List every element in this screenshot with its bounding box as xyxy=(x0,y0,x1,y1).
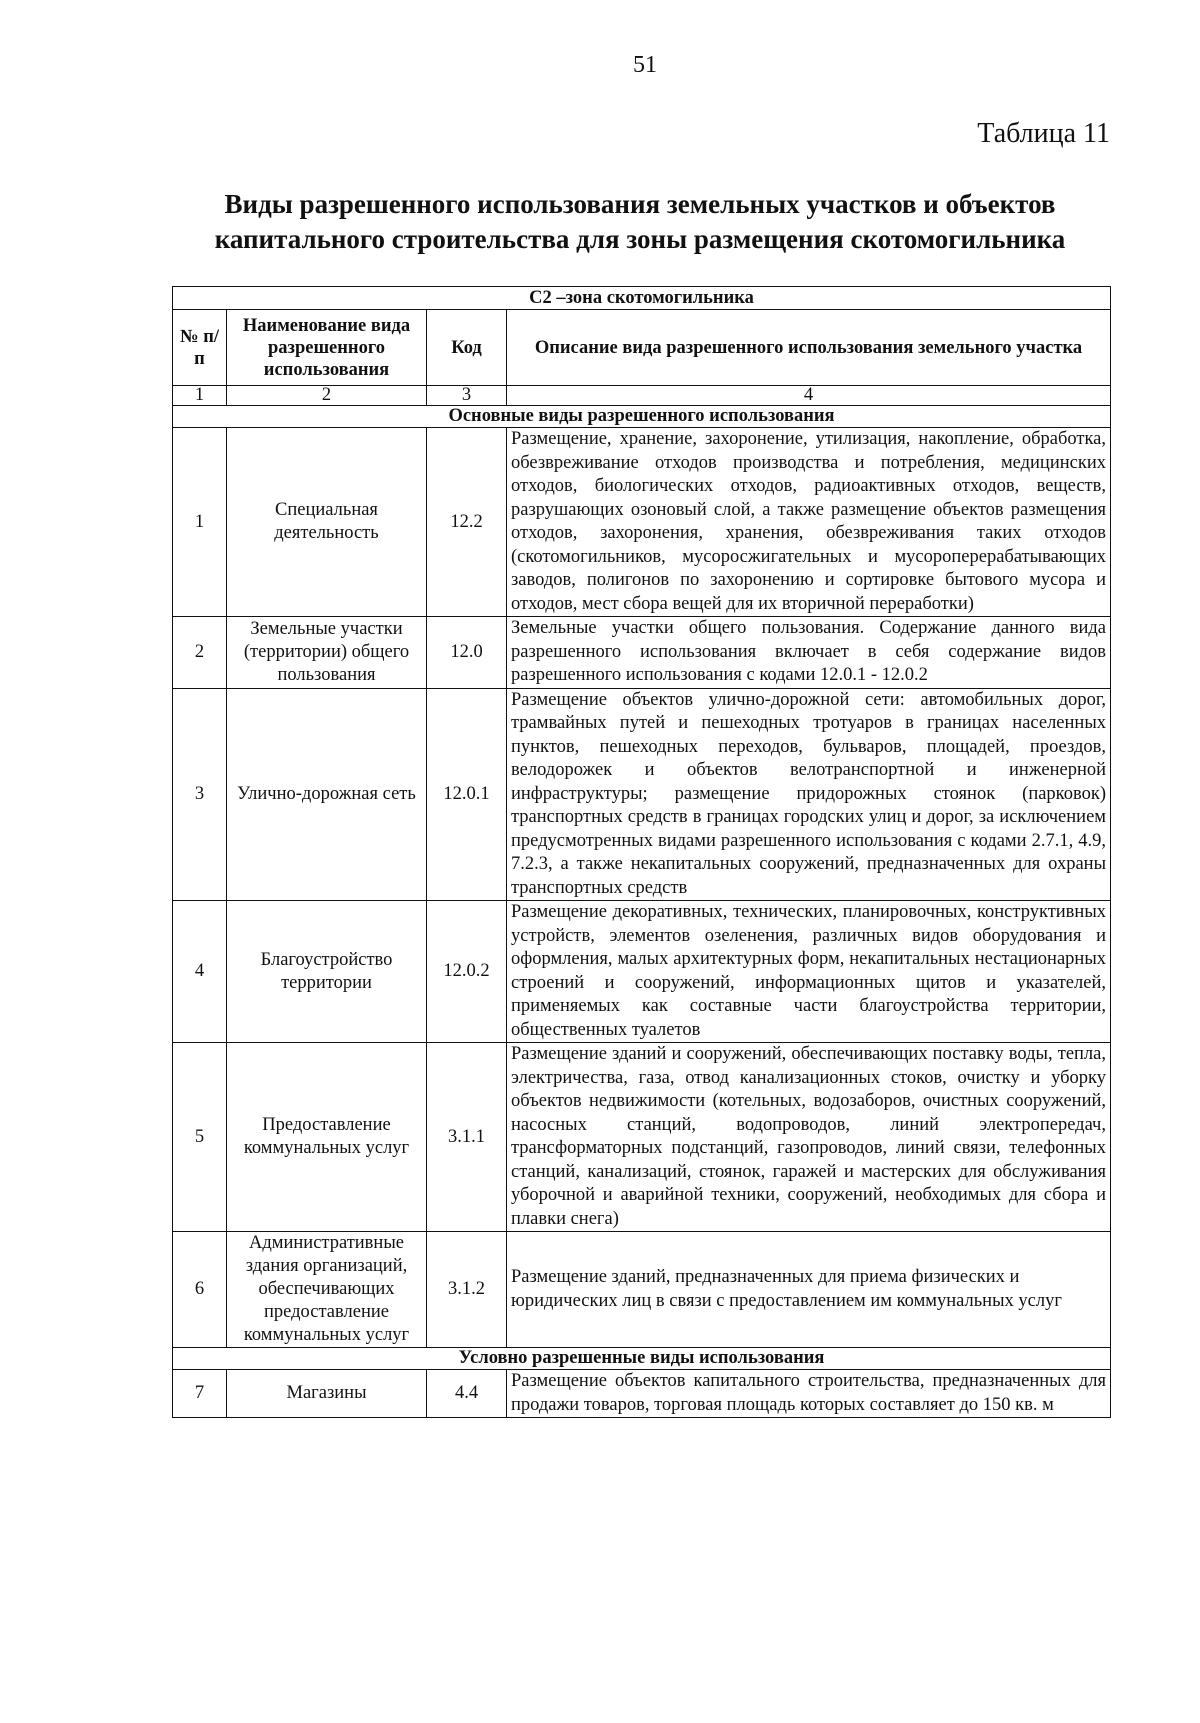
table-row xyxy=(173,1370,1111,1418)
row-desc: Размещение объектов улично-дорожной сети: автомобильных дорог, трамвайных путей и пешеходных тротуаров в границах населенных пунктов, пешеходных переходов, бульваров, площадей, проездов, велодорожек и объектов велотранспортной и инженерной инфраструктуры; размещение придорожных стоянок (парковок) транспортных средств в границах городских улиц и дорог, за исключением предусмотренных видами разрешенного использования с кодами 2.7.1, 4.9, 7.2.3, а также некапитальных сооружений, предназначенных для охраны транспортных средств xyxy=(507,688,1111,901)
row-name: Благоустройство территории xyxy=(227,901,427,1043)
row-desc: Размещение зданий, предназначенных для приема физических и юридических лиц в связи с предоставлением им коммунальных услуг xyxy=(507,1232,1111,1348)
table-row xyxy=(173,901,1111,1043)
row-name: Улично-дорожная сеть xyxy=(227,688,427,901)
table-row xyxy=(173,1043,1111,1232)
page-title xyxy=(160,187,1120,257)
row-num: 3 xyxy=(173,688,227,901)
row-num: 2 xyxy=(173,617,227,689)
col-index: 3 xyxy=(427,386,507,406)
row-name: Административные здания организаций, обеспечивающих предоставление коммунальных услуг xyxy=(227,1232,427,1348)
row-code: 3.1.1 xyxy=(427,1043,507,1232)
row-num: 7 xyxy=(173,1370,227,1418)
header-name: Наименование вида разрешенного использования xyxy=(227,310,427,386)
row-code: 3.1.2 xyxy=(427,1232,507,1348)
table-label: Таблица 11 xyxy=(977,118,1110,149)
row-num: 5 xyxy=(173,1043,227,1232)
row-code: 12.0.2 xyxy=(427,901,507,1043)
row-code: 12.2 xyxy=(427,428,507,617)
row-desc: Размещение зданий и сооружений, обеспечивающих поставку воды, тепла, электричества, газа, отвод канализационных стоков, очистку и уборку объектов недвижимости (котельных, водозаборов, очистных сооружений, насосных станций, водопроводов, линий электропередач, трансформаторных подстанций, газопроводов, линий связи, телефонных станций, канализаций, стоянок, гаражей и мастерских для обслуживания уборочной и аварийной техники, сооружений, необходимых для сбора и плавки снега) xyxy=(507,1043,1111,1232)
table-row xyxy=(173,1232,1111,1348)
table-row xyxy=(173,688,1111,901)
row-name: Специальная деятельность xyxy=(227,428,427,617)
row-desc: Размещение, хранение, захоронение, утилизация, накопление, обработка, обезвреживание отходов производства и потребления, медицинских отходов, биологических отходов, радиоактивных отходов, веществ, разрушающих озоновый слой, а также размещение объектов размещения отходов, захоронения, хранения, обезвреживания таких отходов (скотомогильников, мусоросжигательных и мусороперерабатывающих заводов, полигонов по захоронению и сортировке бытового мусора и отходов, мест сбора вещей для их вторичной переработки) xyxy=(507,428,1111,617)
row-name: Предоставление коммунальных услуг xyxy=(227,1043,427,1232)
row-desc: Земельные участки общего пользования. Содержание данного вида разрешенного использования включает в себя содержание видов разрешенного использования с кодами 12.0.1 - 12.0.2 xyxy=(507,617,1111,689)
col-index: 1 xyxy=(173,386,227,406)
land-use-table xyxy=(172,286,1111,1418)
row-num: 6 xyxy=(173,1232,227,1348)
table-row xyxy=(173,617,1111,689)
section-conditional-title: Условно разрешенные виды использования xyxy=(173,1348,1111,1370)
row-code: 12.0 xyxy=(427,617,507,689)
row-name: Магазины xyxy=(227,1370,427,1418)
col-index: 4 xyxy=(507,386,1111,406)
row-desc: Размещение объектов капитального строительства, предназначенных для продажи товаров, торговая площадь которых составляет до 150 кв. м xyxy=(507,1370,1111,1418)
page-number: 51 xyxy=(633,52,657,78)
zone-title: С2 –зона скотомогильника xyxy=(173,287,1111,310)
header-desc: Описание вида разрешенного использования земельного участка xyxy=(507,310,1111,386)
header-num: № п/п xyxy=(173,310,227,386)
section-main-title: Основные виды разрешенного использования xyxy=(173,406,1111,428)
row-code: 12.0.1 xyxy=(427,688,507,901)
row-desc: Размещение декоративных, технических, планировочных, конструктивных устройств, элементов озеленения, различных видов оборудования и оформления, малых архитектурных форм, некапитальных нестационарных строений и сооружений, информационных щитов и указателей, применяемых как составные части благоустройства территории, общественных туалетов xyxy=(507,901,1111,1043)
row-num: 1 xyxy=(173,428,227,617)
header-code: Код xyxy=(427,310,507,386)
row-code: 4.4 xyxy=(427,1370,507,1418)
col-index: 2 xyxy=(227,386,427,406)
title-line-1: Виды разрешенного использования земельных участков и объектов xyxy=(224,189,1056,219)
row-num: 4 xyxy=(173,901,227,1043)
table-row xyxy=(173,428,1111,617)
row-name: Земельные участки (территории) общего пользования xyxy=(227,617,427,689)
title-line-2: капитального строительства для зоны размещения скотомогильника xyxy=(214,224,1066,254)
